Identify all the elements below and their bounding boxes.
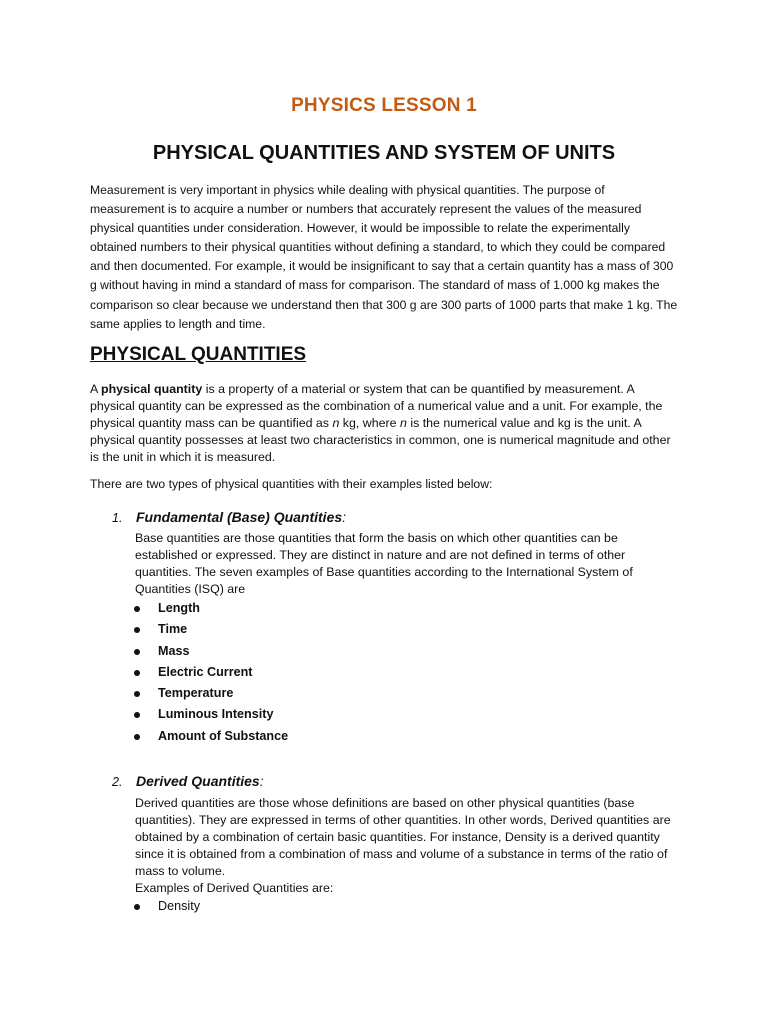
derived-text: Derived quantities are those whose definitions are based on other physical quantities (base quantities). They are expressed in terms of other quantities. In other words, Derived quantities are obtained by a combination of certain basic quantities. For instance, Density is a derived quantity since it is obtained from a combination of mass and volume of a substance in terms of the ratio of mass to volume. xyxy=(135,796,671,878)
bullet-icon xyxy=(134,734,140,740)
list-item-text: Amount of Substance xyxy=(158,728,289,743)
pq-var-n: n xyxy=(332,416,340,430)
list-item-text: Length xyxy=(158,601,200,615)
fundamental-label: Fundamental (Base) Quantities xyxy=(136,509,343,525)
fundamental-list xyxy=(132,598,288,747)
bullet-icon xyxy=(134,712,140,718)
fundamental-number: 1. xyxy=(112,511,123,525)
list-item xyxy=(132,662,288,683)
list-item xyxy=(132,726,288,747)
pq-term: physical quantity xyxy=(101,382,203,396)
types-intro: There are two types of physical quantities with their examples listed below: xyxy=(90,477,493,491)
pq-text-b: is a property of a material or system that can be quantified by measurement. A physical quantity can be expressed as the combination of a numerical value and a unit. For example, the physical quantity mass can be quantified as xyxy=(90,382,663,430)
bullet-icon xyxy=(134,627,140,633)
derived-examples-intro: Examples of Derived Quantities are: xyxy=(135,881,334,895)
physical-quantity-definition xyxy=(90,381,682,466)
list-item-text: Electric Current xyxy=(158,664,253,679)
list-item-text: Density xyxy=(158,899,200,913)
list-item xyxy=(132,641,288,662)
list-item xyxy=(132,896,200,917)
fundamental-colon: : xyxy=(342,509,347,525)
pq-var-n-2: n xyxy=(399,416,407,430)
derived-heading xyxy=(112,773,264,789)
list-item xyxy=(132,704,288,725)
pq-text-c: kg, where xyxy=(339,416,400,430)
bullet-icon xyxy=(134,670,140,676)
derived-number: 2. xyxy=(112,775,123,789)
derived-label: Derived Quantities xyxy=(136,773,260,789)
fundamental-heading xyxy=(112,509,346,525)
lesson-title: PHYSICS LESSON 1 xyxy=(291,95,477,116)
derived-paragraph xyxy=(135,795,680,897)
intro-paragraph: Measurement is very important in physics while dealing with physical quantities. The purpose of measurement is to acquire a number or numbers that accurately represent the values of the measured physical quantities under consideration. However, it would be impossible to relate the experimentally obtained numbers to their physical quantities without defining a standard, to which they could be compared and then documented. For example, it would be insignificant to say that a certain quantity has a mass of 300 g without having in mind a standard of mass for comparison. The standard of mass of 1.000 kg makes the comparison so clear because we understand then that 300 g are 300 parts of 1000 parts that make 1 kg. The same applies to length and time. xyxy=(90,183,678,331)
bullet-icon xyxy=(134,649,140,655)
list-item-text: Luminous Intensity xyxy=(158,707,274,722)
derived-list xyxy=(132,896,200,917)
bullet-icon xyxy=(134,606,140,612)
section-heading-physical-quantities: PHYSICAL QUANTITIES xyxy=(90,344,307,365)
list-item-text: Time xyxy=(158,622,188,637)
list-item xyxy=(132,619,288,640)
main-title: PHYSICAL QUANTITIES AND SYSTEM OF UNITS xyxy=(152,142,616,164)
bullet-icon xyxy=(134,691,140,697)
pq-text-a: A xyxy=(90,382,102,396)
pq-text-d: is the numerical value and kg is the unit. A physical quantity possesses at least two characteristics in common, one is numerical magnitude and other is the unit in which it is measured. xyxy=(90,416,671,464)
list-item-text: Mass xyxy=(158,643,190,658)
derived-colon: : xyxy=(259,773,264,789)
bullet-icon xyxy=(134,904,140,910)
fundamental-paragraph: Base quantities are those quantities that form the basis on which other quantities can be established or expressed. They are distinct in nature and are not defined in terms of other quantities. The seven examples of Base quantities according to the International System of Quantities (ISQ) are xyxy=(135,531,633,596)
list-item xyxy=(132,598,288,619)
list-item xyxy=(132,683,288,704)
list-item-text: Temperature xyxy=(158,686,234,701)
